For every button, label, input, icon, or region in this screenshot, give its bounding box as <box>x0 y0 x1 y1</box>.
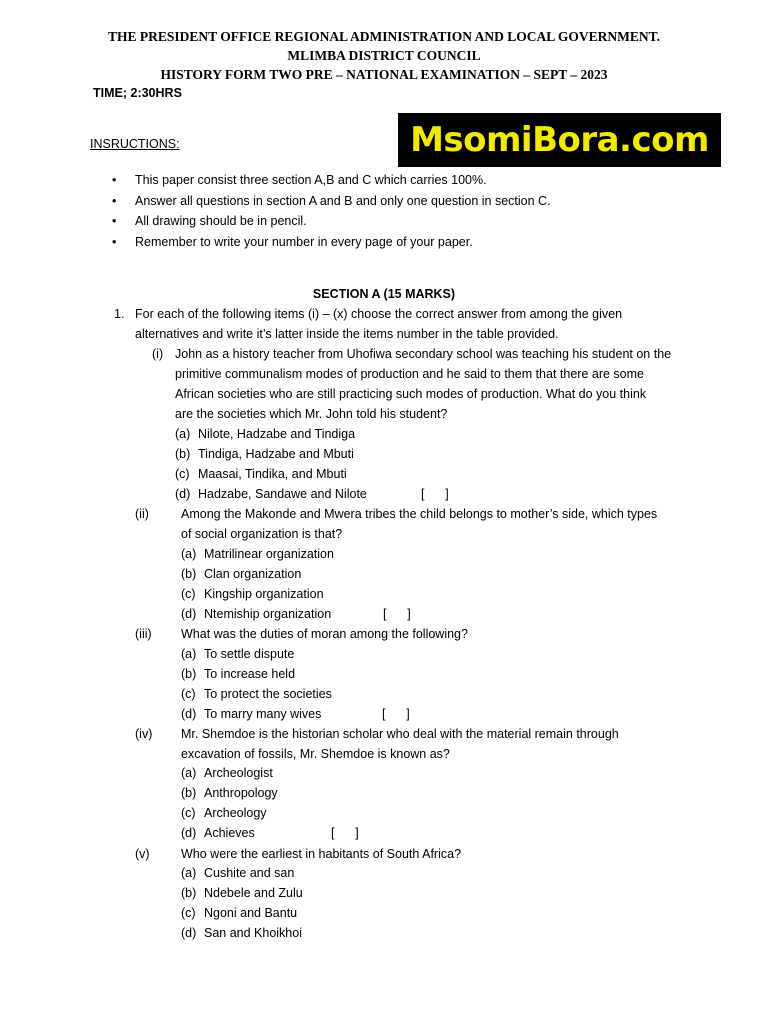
option-text: Ngoni and Bantu <box>204 906 298 920</box>
bullet-icon: • <box>112 214 117 228</box>
option-letter: (d) <box>181 926 197 940</box>
option-letter: (b) <box>181 567 197 581</box>
option-letter: (c) <box>181 806 196 820</box>
item-stem: excavation of fossils, Mr. Shemdoe is known as? <box>181 747 450 761</box>
item-stem: John as a history teacher from Uhofiwa secondary school was teaching his student on the <box>175 347 672 361</box>
option-letter: (d) <box>181 707 197 721</box>
question-number: 1. <box>114 307 125 321</box>
option-text: To increase held <box>204 667 296 681</box>
option-text: Maasai, Tindika, and Mbuti <box>198 467 347 481</box>
option-text: Clan organization <box>204 567 302 581</box>
option-text: Anthropology <box>204 786 278 800</box>
option-text: Achieves <box>204 826 255 840</box>
exam-time: TIME; 2:30HRS <box>93 86 182 100</box>
option-letter: (a) <box>181 766 197 780</box>
question-text: alternatives and write it’s latter inside the items number in the table provided. <box>135 327 559 341</box>
item-stem: Mr. Shemdoe is the historian scholar who deal with the material remain through <box>181 727 619 741</box>
logo-text: MsomiBora.com <box>410 120 709 160</box>
header-line-1: THE PRESIDENT OFFICE REGIONAL ADMINISTRATION AND LOCAL GOVERNMENT. <box>107 29 661 44</box>
option-letter: (c) <box>175 467 190 481</box>
header-line-2: MLIMBA DISTRICT COUNCIL <box>287 48 481 63</box>
option-letter: (b) <box>181 667 197 681</box>
bullet-icon: • <box>112 234 117 249</box>
item-stem: Who were the earliest in habitants of South Africa? <box>181 847 462 861</box>
item-stem: African societies who are still practicing such modes of production. What do you think <box>175 387 647 401</box>
option-letter: (d) <box>181 826 197 840</box>
item-stem: primitive communalism modes of production and he said to them that there are some <box>175 367 644 381</box>
option-text: Ntemiship organization <box>204 607 332 621</box>
answer-bracket: [ ] <box>382 707 410 721</box>
option-letter: (d) <box>175 487 191 501</box>
instruction-text: This paper consist three section A,B and C which carries 100%. <box>135 173 487 187</box>
item-stem: are the societies which Mr. John told his student? <box>175 407 448 421</box>
msomibora-logo <box>398 113 721 167</box>
option-text: Matrilinear organization <box>204 547 334 561</box>
option-text: Nilote, Hadzabe and Tindiga <box>198 427 356 441</box>
option-letter: (c) <box>181 687 196 701</box>
option-text: San and Khoikhoi <box>204 926 302 940</box>
item-label: (iv) <box>135 727 153 741</box>
answer-bracket: [ ] <box>331 826 359 840</box>
answer-bracket: [ ] <box>383 607 411 621</box>
option-text: To protect the societies <box>204 687 332 701</box>
instruction-text: All drawing should be in pencil. <box>135 214 307 228</box>
option-text: Tindiga, Hadzabe and Mbuti <box>198 447 354 461</box>
question-text: For each of the following items (i) – (x) choose the correct answer from among the given <box>135 307 623 321</box>
option-text: Kingship organization <box>204 587 324 601</box>
option-letter: (a) <box>181 547 197 561</box>
option-letter: (b) <box>175 447 191 461</box>
option-letter: (a) <box>175 427 191 441</box>
option-text: Ndebele and Zulu <box>204 886 303 900</box>
instructions-heading: INSRUCTIONS: <box>90 137 180 151</box>
item-label: (i) <box>152 347 164 361</box>
item-stem: Among the Makonde and Mwera tribes the child belongs to mother’s side, which types <box>181 507 658 521</box>
section-a-title: SECTION A (15 MARKS) <box>312 287 456 301</box>
answer-bracket: [ ] <box>421 487 449 501</box>
option-letter: (a) <box>181 866 197 880</box>
item-stem: of social organization is that? <box>181 527 343 541</box>
option-text: To marry many wives <box>204 707 322 721</box>
instruction-text: Answer all questions in section A and B and only one question in section C. <box>135 193 551 208</box>
option-text: Cushite and san <box>204 866 295 880</box>
option-letter: (c) <box>181 587 196 601</box>
item-label: (ii) <box>135 507 149 521</box>
option-letter: (a) <box>181 647 197 661</box>
bullet-icon: • <box>112 193 117 208</box>
option-text: Archeologist <box>204 766 273 780</box>
option-letter: (b) <box>181 786 197 800</box>
bullet-icon: • <box>112 173 117 187</box>
option-letter: (d) <box>181 607 197 621</box>
option-text: To settle dispute <box>204 647 295 661</box>
item-label: (v) <box>135 847 150 861</box>
item-label: (iii) <box>135 627 152 641</box>
option-text: Archeology <box>204 806 267 820</box>
option-letter: (c) <box>181 906 196 920</box>
option-letter: (b) <box>181 886 197 900</box>
header-line-3: HISTORY FORM TWO PRE – NATIONAL EXAMINATION – SEPT – 2023 <box>160 67 608 82</box>
instruction-text: Remember to write your number in every page of your paper. <box>135 234 473 249</box>
item-stem: What was the duties of moran among the following? <box>181 627 468 641</box>
option-text: Hadzabe, Sandawe and Nilote <box>198 487 367 501</box>
